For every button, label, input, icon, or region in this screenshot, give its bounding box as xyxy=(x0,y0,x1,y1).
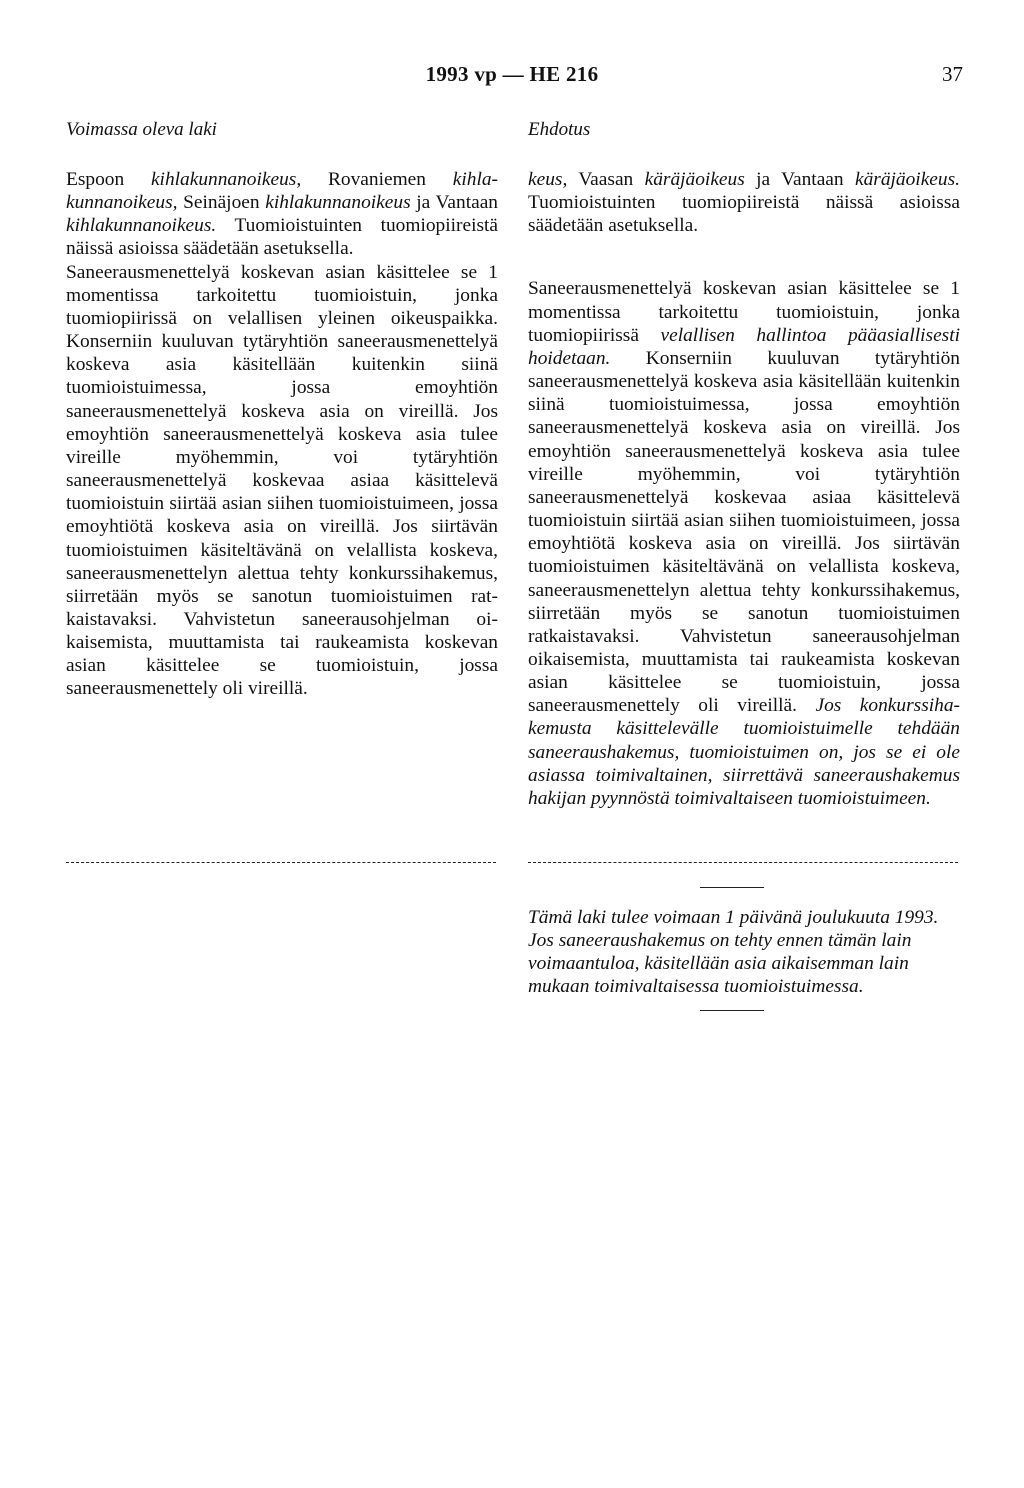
right-column-heading: Ehdotus xyxy=(528,119,591,140)
left-paragraph-1: Espoon kihlakunnanoikeus, Rovaniemen kihlakunnanoikeus, Seinäjoen kihlakunnanoikeus ja Vantaan kihlakunnanoikeus. Tuomioistuinten tuomiopiireistä näissä asioissa säädetään asetuksella. xyxy=(66,169,498,260)
page-header-title: 1993 vp — HE 216 xyxy=(425,62,599,86)
italic-term: kihlakunnanoikeus. xyxy=(66,215,217,237)
footer-top-rule xyxy=(700,887,764,888)
footer-paragraph-1: Tämä laki tulee voimaan 1 päivänä joulukuuta 1993. xyxy=(528,907,939,928)
effective-date-clause xyxy=(528,906,958,999)
footer-paragraph-2: Jos saneeraushakemus on tehty ennen tämän lain voimaantuloa, käsitellään asia aikaisemman lain mukaan toimivaltaisessa tuomioistuimessa. xyxy=(528,930,912,998)
italic-term: kihlakunnanoikeus, xyxy=(66,169,498,214)
italic-term: velallisen hallintoa pääasiallisesti hoidetaan. xyxy=(528,324,960,369)
italic-term: keus, xyxy=(528,169,568,190)
right-paragraph-2: Saneerausmenettelyä koskevan asian käsittelee se 1 momentissa tarkoitettu tuomioistuin, jonka tuomiopiirissä velallisen hallintoa pääasiallisesti hoidetaan. Konserniin kuuluvan tytäryhtiön saneerausmenettelyä koskeva asia käsitellään kuitenkin siinä tuomioistuimessa, jossa emoyhtiön saneerausmenettelyä koskeva asia on vireillä. Jos emoyhtiön saneerausmenettelyä koskeva asia tulee vireille myöhemmin, voi tytäryhtiön saneerausmenettelyä koskevaa asiaa käsittelevä tuomioistuin siirtää asian siihen tuomioistuimeen, jossa emoyhtiötä koskeva asia on vireillä. Jos siirtävän tuomioistuimen käsiteltävänä on velallista koskeva, saneerausmenettelyn alettua tehty konkurssihakemus, siirretään myös se sanotun tuomioistuimen ratkaistavaksi. Vahvistetun saneerausohjelman oikaisemista, muuttamista tai raukeamista koskevan asian käsittelee se tuomioistuin, jossa saneerausmenettely oli vireillä. Jos konkurssihakemusta käsittelevälle tuomioistuimelle tehdään saneeraushakemus, tuomioistuimen on, jos se ei ole asiassa toimivaltainen, siirrettävä saneeraushakemus hakijan pyynnöstä toimivaltaiseen tuomioistuimeen. xyxy=(528,278,960,809)
footer-bottom-rule xyxy=(700,1010,764,1011)
left-column-heading: Voimassa oleva laki xyxy=(66,119,217,140)
left-dashed-separator xyxy=(66,862,496,863)
italic-term: käräjäoikeus. xyxy=(854,169,960,190)
page-number: 37 xyxy=(942,62,963,86)
italic-term: Jos konkurssihakemusta käsittelevälle tuomioistuimelle tehdään saneeraushakemus, tuomioistuimen on, jos se ei ole asiassa toimivaltainen, siirrettävä saneeraushakemus hakijan pyynnöstä toimivaltaiseen tuomioistuimeen. xyxy=(528,695,960,809)
left-column xyxy=(66,168,498,701)
right-paragraph-1: keus, Vaasan käräjäoikeus ja Vantaan käräjäoikeus. Tuomioistuinten tuomiopiireistä näissä asioissa säädetään asetuksella. xyxy=(528,169,960,237)
right-dashed-separator xyxy=(528,862,958,863)
left-paragraph-2: Saneerausmenettelyä koskevan asian käsittelee se 1 momentissa tarkoitettu tuomioistuin, jonka tuomiopiirissä on velallisen yleinen oikeuspaikka. Konserniin kuuluvan tytäryhtiön saneerausmenettelyä koskeva asia käsitellään kuitenkin siinä tuomioistuimessa, jossa emoyhtiön saneerausmenettelyä koskeva asia on vireillä. Jos emoyhtiön saneerausmenettelyä koskeva asia tulee vireille myöhemmin, voi tytäryhtiön saneerausmenettelyä koskevaa asiaa käsittelevä tuomioistuin siirtää asian siihen tuomioistuimeen, jossa emoyhtiötä koskeva asia on vireillä. Jos siirtävän tuomioistuimen käsiteltävänä on velallista koskeva, saneerausmenettelyn alettua tehty konkurssihakemus, siirretään myös se sanotun tuomioistuimen ratkaistavaksi. Vahvistetun saneerausohjelman oikaisemista, muuttamista tai raukeamista koskevan asian käsittelee se tuomioistuin, jossa saneerausmenettely oli vireillä. xyxy=(66,261,498,700)
right-column xyxy=(528,168,960,810)
italic-term: kihlakunnanoikeus, xyxy=(150,169,302,190)
italic-term: kihlakunnanoikeus xyxy=(265,192,411,214)
italic-term: käräjäoikeus xyxy=(644,169,745,190)
